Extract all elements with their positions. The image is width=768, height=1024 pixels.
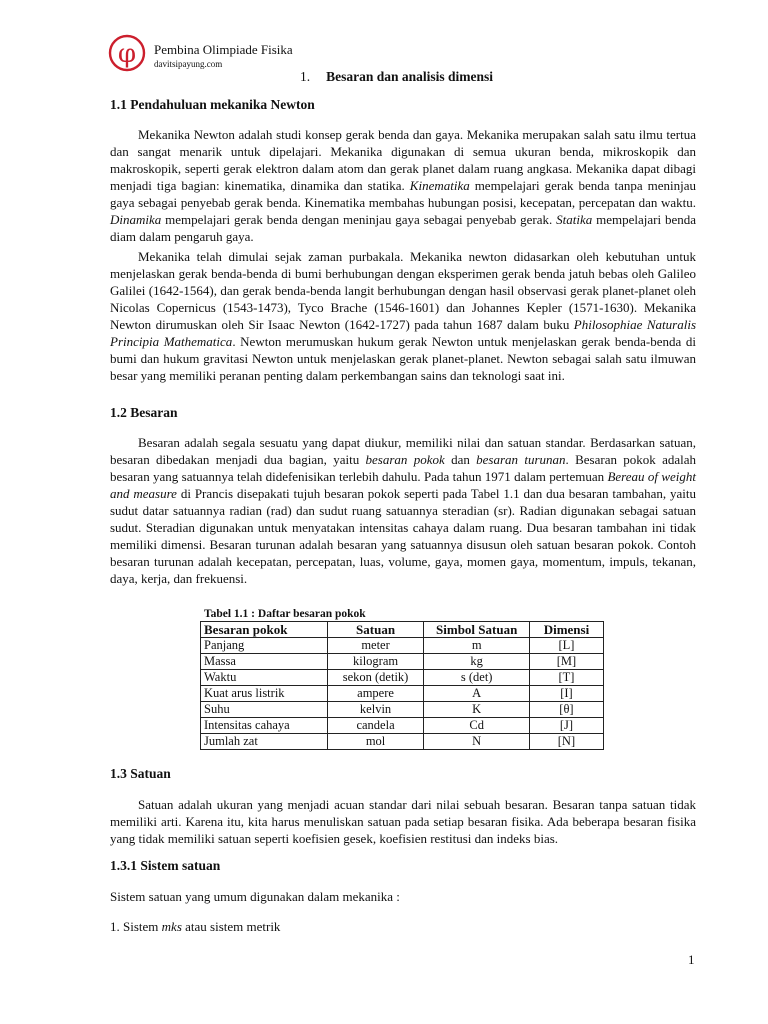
table-cell: s (det) <box>424 670 529 686</box>
table-header-row <box>201 622 604 638</box>
logo-glyph: φ <box>117 39 137 69</box>
table-row <box>201 654 604 670</box>
table-cell: Cd <box>424 718 529 734</box>
section-heading-1-2: 1.2 Besaran <box>110 405 178 420</box>
table-header-cell: Simbol Satuan <box>424 622 529 638</box>
table-cell: Kuat arus listrik <box>201 686 328 702</box>
table-cell: candela <box>327 718 424 734</box>
paragraph-1-3: Satuan adalah ukuran yang menjadi acuan standar dari nilai sebuah besaran. Besaran tanpa satuan tidak memiliki arti. Karena itu, kita harus menuliskan satuan pada setiap besaran fisika. Ada beberapa besaran fisika yang tidak memiliki satuan seperti koefisien gesek, koefisien restitusi dan indeks bias. <box>110 797 696 846</box>
logo-icon <box>108 34 146 72</box>
base-quantities-table <box>200 621 604 750</box>
table-row <box>201 718 604 734</box>
table-cell: ampere <box>327 686 424 702</box>
table-cell: [T] <box>529 670 603 686</box>
table-cell: [I] <box>529 686 603 702</box>
list-item: 1. Sistem mks atau sistem metrik <box>110 919 281 934</box>
table-cell: m <box>424 638 529 654</box>
paragraph-1-2: Besaran adalah segala sesuatu yang dapat diukur, memiliki nilai dan satuan standar. Berdasarkan satuan, besaran dibedakan menjadi dua bagian, yaitu besaran pokok dan besaran turunan. Besaran pokok adalah besaran yang satuannya telah didefenisikan terlebih dahulu. Pada tahun 1971 dalam pertemuan Bereau of weight and measure di Prancis disepakati tujuh besaran pokok seperti pada Tabel 1.1 dan dua besaran tambahan, yaitu sudut datar satuannya radian (rad) dan sudut ruang satuannya steradian (sr). Radian digunakan sebagai satuan sudut. Steradian digunakan untuk menyatakan intensitas cahaya dalam ruang. Dua besaran tambahan ini tidak memiliki dimensi. Besaran turunan adalah besaran yang satuannya disusun oleh satuan besaran pokok. Contoh besaran turunan adalah kecepatan, percepatan, luas, volume, gaya, momen gaya, momentum, impuls, tekanan, daya, kerja, dan frekuensi. <box>110 435 696 586</box>
table-cell: kelvin <box>327 702 424 718</box>
table-header-cell: Satuan <box>327 622 424 638</box>
section-heading-1-1: 1.1 Pendahuluan mekanika Newton <box>110 97 315 112</box>
paragraph-1-3-1-intro: Sistem satuan yang umum digunakan dalam mekanika : <box>110 889 400 904</box>
section-heading-1-3: 1.3 Satuan <box>110 766 171 781</box>
table-row <box>201 686 604 702</box>
table-cell: Jumlah zat <box>201 734 328 750</box>
table-cell: Intensitas cahaya <box>201 718 328 734</box>
table-header-cell: Dimensi <box>529 622 603 638</box>
table-cell: Suhu <box>201 702 328 718</box>
table-cell: N <box>424 734 529 750</box>
table-row <box>201 638 604 654</box>
table-cell: [J] <box>529 718 603 734</box>
table-cell: K <box>424 702 529 718</box>
table-cell: [M] <box>529 654 603 670</box>
table-caption: Tabel 1.1 : Daftar besaran pokok <box>204 608 366 620</box>
table-cell: kg <box>424 654 529 670</box>
site-url: davitsipayung.com <box>154 59 223 69</box>
chapter-number: 1. <box>300 69 311 84</box>
table-row <box>201 734 604 750</box>
table-cell: meter <box>327 638 424 654</box>
table-cell: Massa <box>201 654 328 670</box>
paragraph-1-1-b: Mekanika telah dimulai sejak zaman purbakala. Mekanika newton didasarkan oleh kebutuhan untuk menjelaskan gerak benda-benda di bumi berhubungan dengan eksperimen gerak benda jatuh bebas oleh Galileo Galilei (1642-1564), dan gerak benda-benda langit berhubungan dengan hasil observasi gerak planet-planet oleh Nicolas Copernicus (1543-1473), Tyco Brache (1546-1601) dan Johannes Kepler (1571-1630). Mekanika Newton dirumuskan oleh Sir Isaac Newton (1642-1727) pada tahun 1687 dalam buku Philosophiae Naturalis Principia Mathematica. Newton merumuskan hukum gerak Newton untuk menjelaskan gerak benda-benda di bumi dan hukum gravitasi Newton untuk menjelaskan gerak planet-planet. Newton sebagai salah satu ilmuwan besar yang memiliki peranan penting dalam perkembangan sains dan teknologi saat ini. <box>110 249 696 383</box>
paragraph-1-1-a: Mekanika Newton adalah studi konsep gerak benda dan gaya. Mekanika merupakan salah satu ilmu tertua dan sangat menarik untuk dipelajari. Mekanika digunakan di semua ukuran benda, mikroskopik dan makroskopik, seperti gerak elektron dalam atom dan gerak planet dalam ruang angkasa. Mekanika dapat dibagi menjadi tiga bagian: kinematika, dinamika dan statika. Kinematika mempelajari gerak benda tanpa meninjau gaya sebagai penyebab gerak benda. Kinematika membahas hubungan posisi, kecepatan, percepatan dan waktu. Dinamika mempelajari gerak benda dengan meninjau gaya sebagai penyebab gerak. Statika mempelajari benda diam dalam pengaruh gaya. <box>110 127 696 244</box>
table-cell: A <box>424 686 529 702</box>
page-number: 1 <box>688 952 695 967</box>
table-row <box>201 670 604 686</box>
section-heading-1-3-1: 1.3.1 Sistem satuan <box>110 858 221 873</box>
table-row <box>201 702 604 718</box>
table-cell: [θ] <box>529 702 603 718</box>
table-cell: Panjang <box>201 638 328 654</box>
table-cell: sekon (detik) <box>327 670 424 686</box>
table-cell: [L] <box>529 638 603 654</box>
chapter-title <box>300 69 493 85</box>
table-cell: kilogram <box>327 654 424 670</box>
table-header-cell: Besaran pokok <box>201 622 328 638</box>
brand-name: Pembina Olimpiade Fisika <box>154 42 293 57</box>
chapter-title-text: Besaran dan analisis dimensi <box>326 69 494 84</box>
table-cell: mol <box>327 734 424 750</box>
table-cell: Waktu <box>201 670 328 686</box>
table-cell: [N] <box>529 734 603 750</box>
